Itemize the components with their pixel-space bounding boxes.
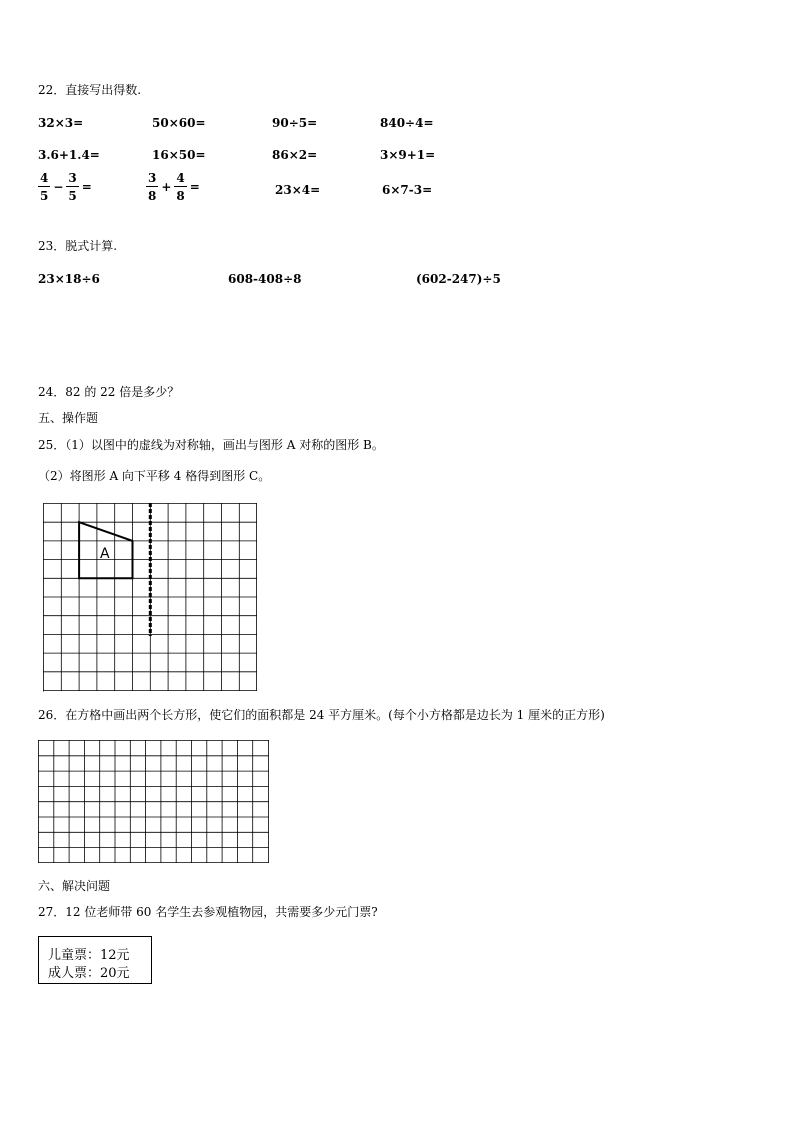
fraction-denominator: 8 — [148, 189, 157, 203]
q22-r3-c3: 23×4= — [275, 183, 321, 197]
q22-r1-c2: 50×60= — [152, 116, 206, 130]
q22-r2-c4: 3×9+1= — [380, 148, 436, 162]
fraction-numerator: 4 — [176, 171, 185, 185]
q23-item-2: 608-408÷8 — [228, 272, 302, 286]
ticket-child-price: 儿童票：12元 — [48, 948, 130, 963]
q22-r2-c1: 3.6+1.4= — [38, 148, 100, 162]
q22-r3-c4: 6×7-3= — [382, 183, 433, 197]
fraction-denominator: 5 — [40, 189, 49, 203]
q23-item-1: 23×18÷6 — [38, 272, 100, 286]
q22-fraction-expr-1 — [38, 172, 95, 202]
fraction-operator: + — [161, 180, 172, 194]
fraction-denominator: 5 — [68, 189, 77, 203]
fraction-denominator: 8 — [176, 189, 185, 203]
ticket-adult-price: 成人票：20元 — [48, 966, 130, 981]
equals-sign: = — [189, 180, 200, 194]
fraction-numerator: 3 — [68, 171, 77, 185]
equals-sign: = — [81, 180, 92, 194]
q25-grid — [43, 503, 258, 693]
q26-title: 26．在方格中画出两个长方形，使它们的面积都是 24 平方厘米。(每个小方格都是边长为 1 厘米的正方形) — [38, 708, 605, 722]
q23-item-3: (602-247)÷5 — [416, 272, 501, 286]
section6-title: 六、解决问题 — [38, 879, 111, 893]
q22-title: 22．直接写出得数. — [38, 83, 142, 97]
section5-title: 五、操作题 — [38, 411, 99, 425]
q23-title: 23．脱式计算. — [38, 239, 118, 253]
q22-r1-c1: 32×3= — [38, 116, 84, 130]
q25-part1: 25．（1）以图中的虚线为对称轴，画出与图形 A 对称的图形 B。 — [38, 438, 384, 452]
q26-grid — [38, 740, 270, 864]
fraction-operator: − — [53, 180, 64, 194]
fraction-numerator: 3 — [148, 171, 157, 185]
q22-r2-c2: 16×50= — [152, 148, 206, 162]
ticket-price-box — [38, 936, 152, 984]
q24-title: 24．82 的 22 倍是多少？ — [38, 385, 180, 399]
shape-a-label: A — [100, 546, 110, 562]
q22-r2-c3: 86×2= — [272, 148, 318, 162]
q25-part2: （2）将图形 A 向下平移 4 格得到图形 C。 — [38, 469, 271, 483]
q22-r1-c3: 90÷5= — [272, 116, 318, 130]
q27-title: 27．12 位老师带 60 名学生去参观植物园，共需要多少元门票? — [38, 905, 378, 919]
q22-fraction-expr-2 — [146, 172, 203, 202]
q22-r1-c4: 840÷4= — [380, 116, 434, 130]
fraction-numerator: 4 — [40, 171, 49, 185]
